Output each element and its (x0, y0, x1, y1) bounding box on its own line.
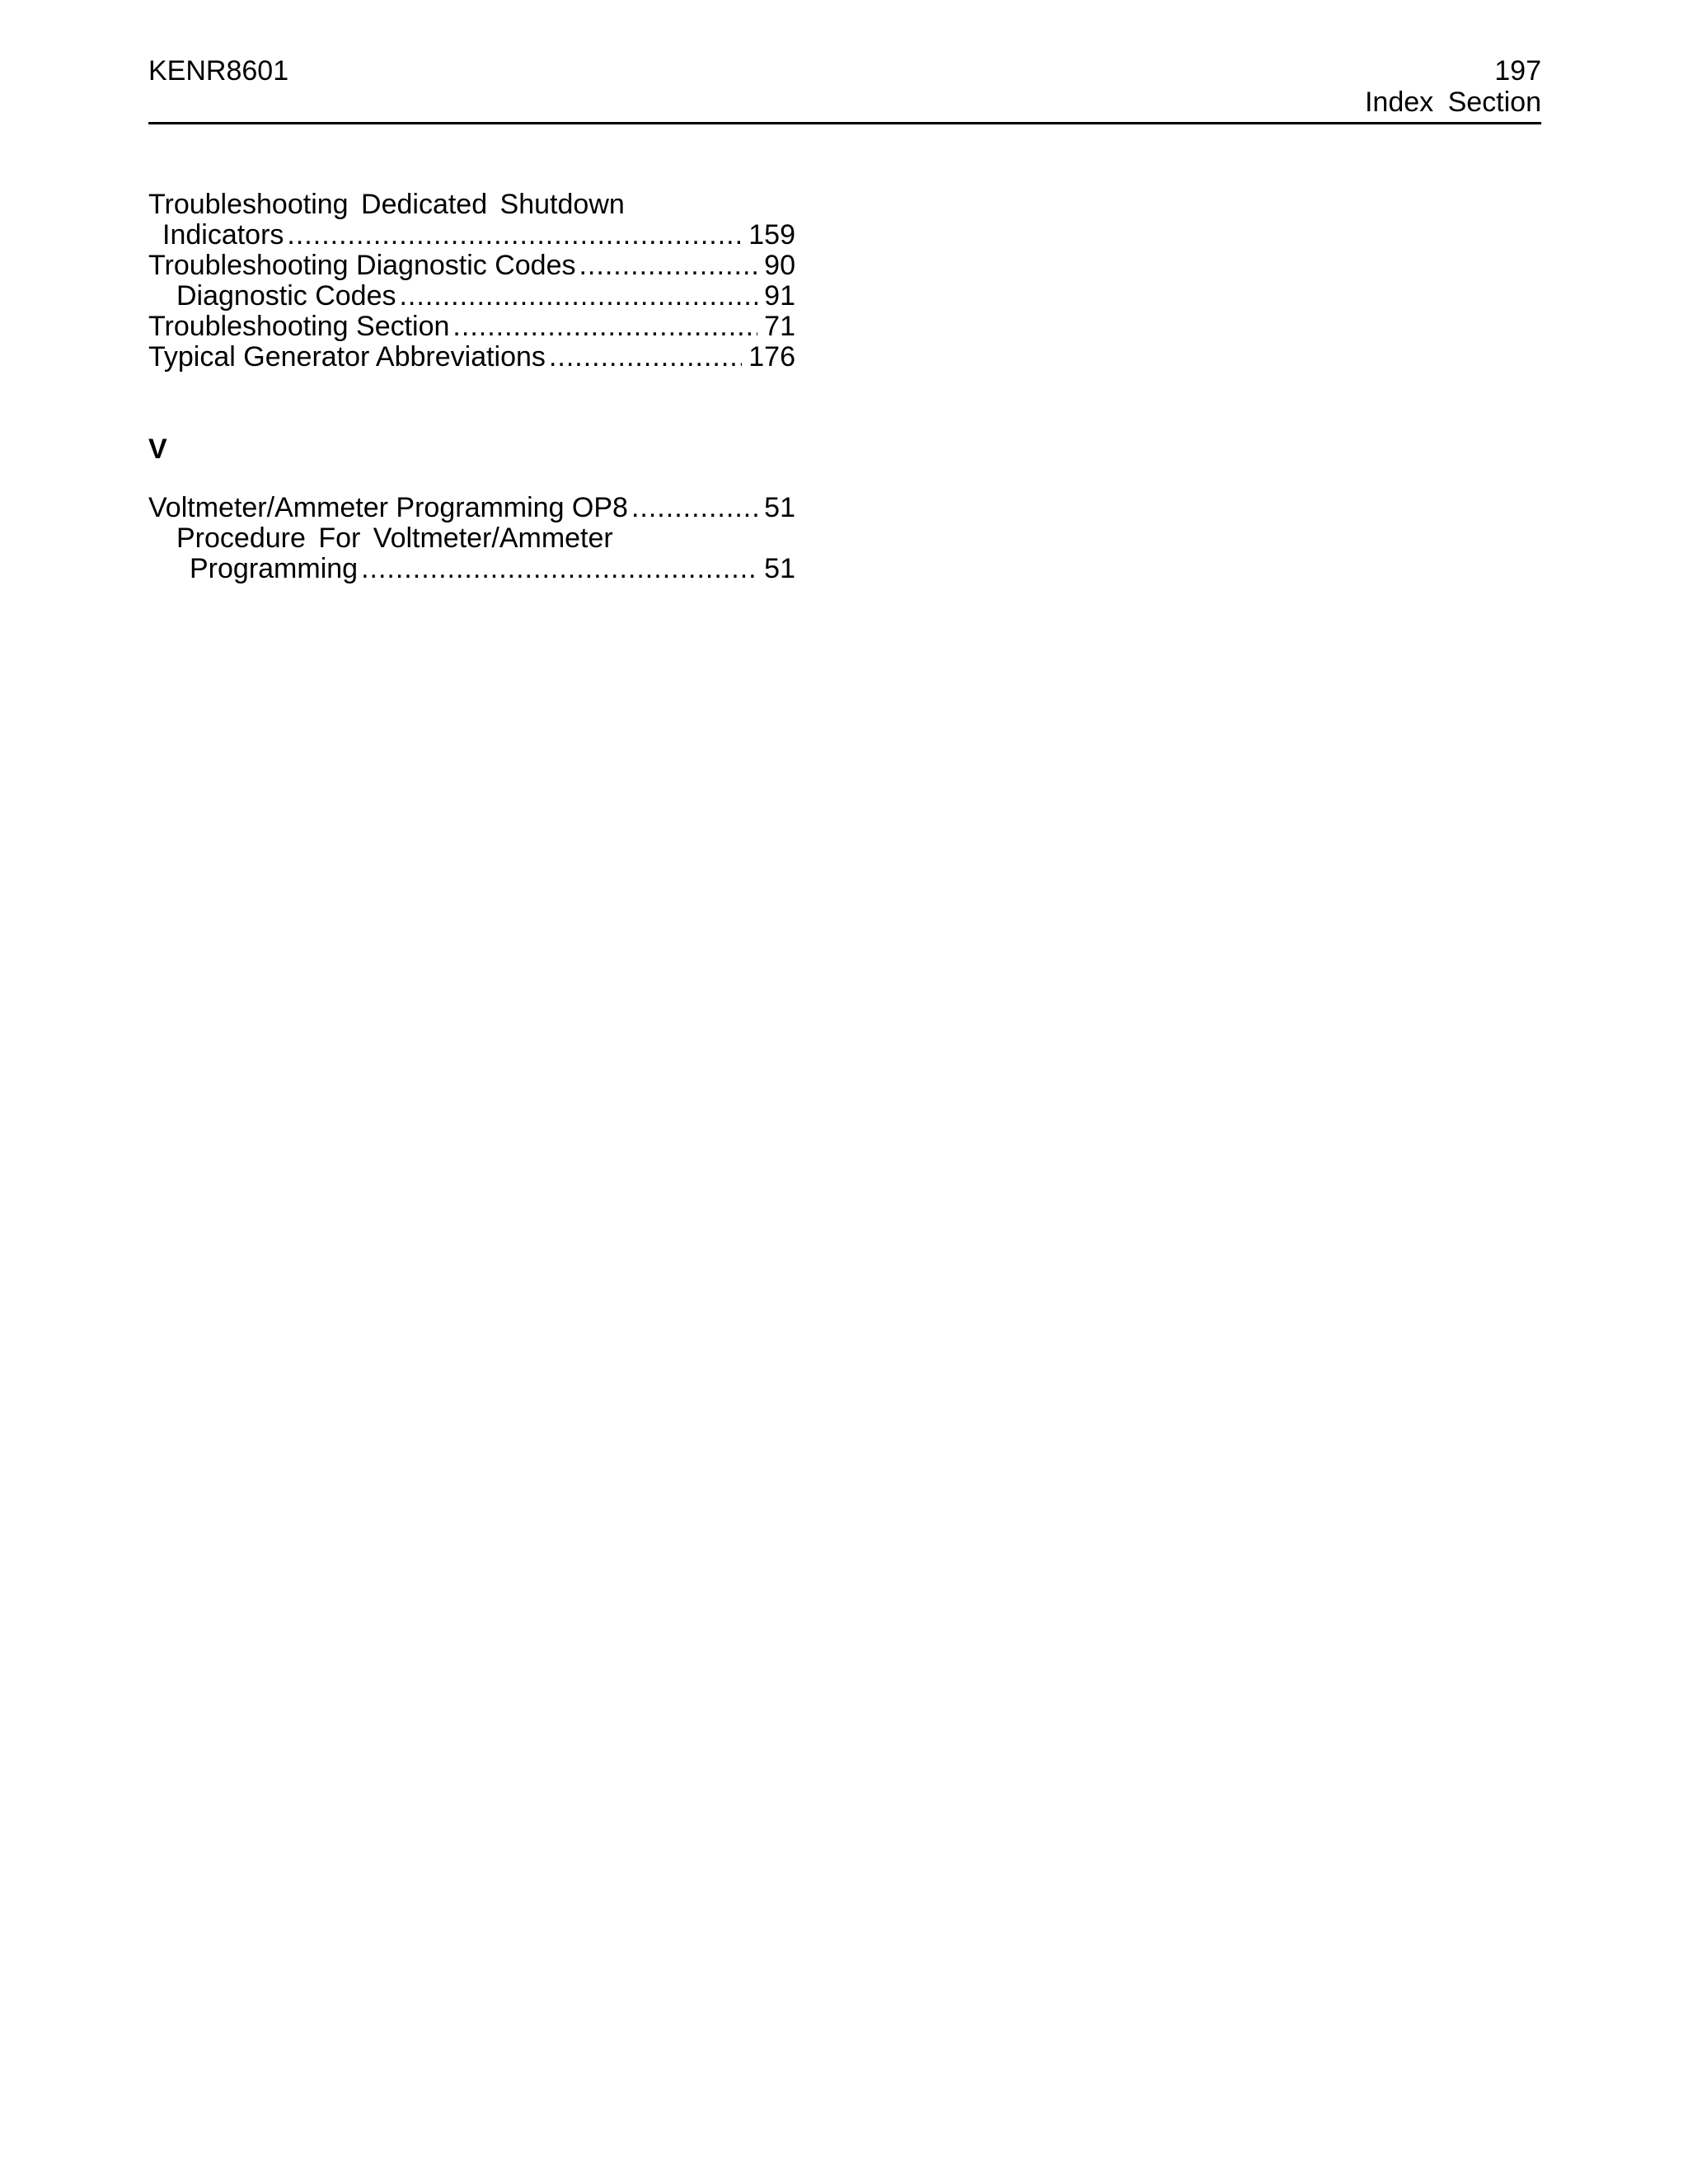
section-title: Index Section (1364, 87, 1541, 118)
index-entry (148, 251, 795, 281)
index-letter-heading: V (148, 434, 167, 465)
index-entry (148, 220, 795, 251)
dot-leader (399, 281, 757, 312)
index-subentry-text: Diagnostic Codes (176, 280, 396, 312)
index-entry (148, 493, 795, 523)
index-page-ref: 51 (764, 492, 795, 523)
page-number: 197 (1494, 55, 1541, 87)
index-group-t (148, 190, 795, 373)
index-entry (148, 312, 795, 342)
document-id: KENR8601 (148, 55, 289, 87)
index-entry-text: Troubleshooting Diagnostic Codes (148, 250, 576, 281)
index-page-ref: 159 (748, 219, 795, 251)
page-header (148, 54, 1541, 124)
index-subentry (148, 554, 795, 584)
index-entry-text: Typical Generator Abbreviations (148, 341, 546, 373)
dot-leader (361, 554, 757, 584)
index-page-ref: 90 (764, 250, 795, 281)
index-subentry (148, 281, 795, 312)
dot-leader (452, 312, 757, 342)
index-entry-text: Troubleshooting Dedicated Shutdown (148, 189, 625, 220)
index-entry-text: Troubleshooting Section (148, 311, 450, 342)
index-page-ref: 51 (764, 553, 795, 584)
dot-leader (287, 220, 742, 251)
index-subentry-continuation: Programming (190, 553, 359, 584)
index-entry (148, 342, 795, 373)
dot-leader (579, 251, 757, 281)
index-entry-text: Voltmeter/Ammeter Programming OP8 (148, 492, 628, 523)
dot-leader (631, 493, 757, 523)
index-entry-continuation: Indicators (162, 219, 284, 251)
index-subentry-text: Procedure For Voltmeter/Ammeter (176, 523, 613, 554)
index-page-ref: 176 (748, 341, 795, 373)
dot-leader (549, 342, 742, 373)
index-group-v (148, 493, 795, 584)
index-page-ref: 71 (764, 311, 795, 342)
index-page-ref: 91 (764, 280, 795, 312)
